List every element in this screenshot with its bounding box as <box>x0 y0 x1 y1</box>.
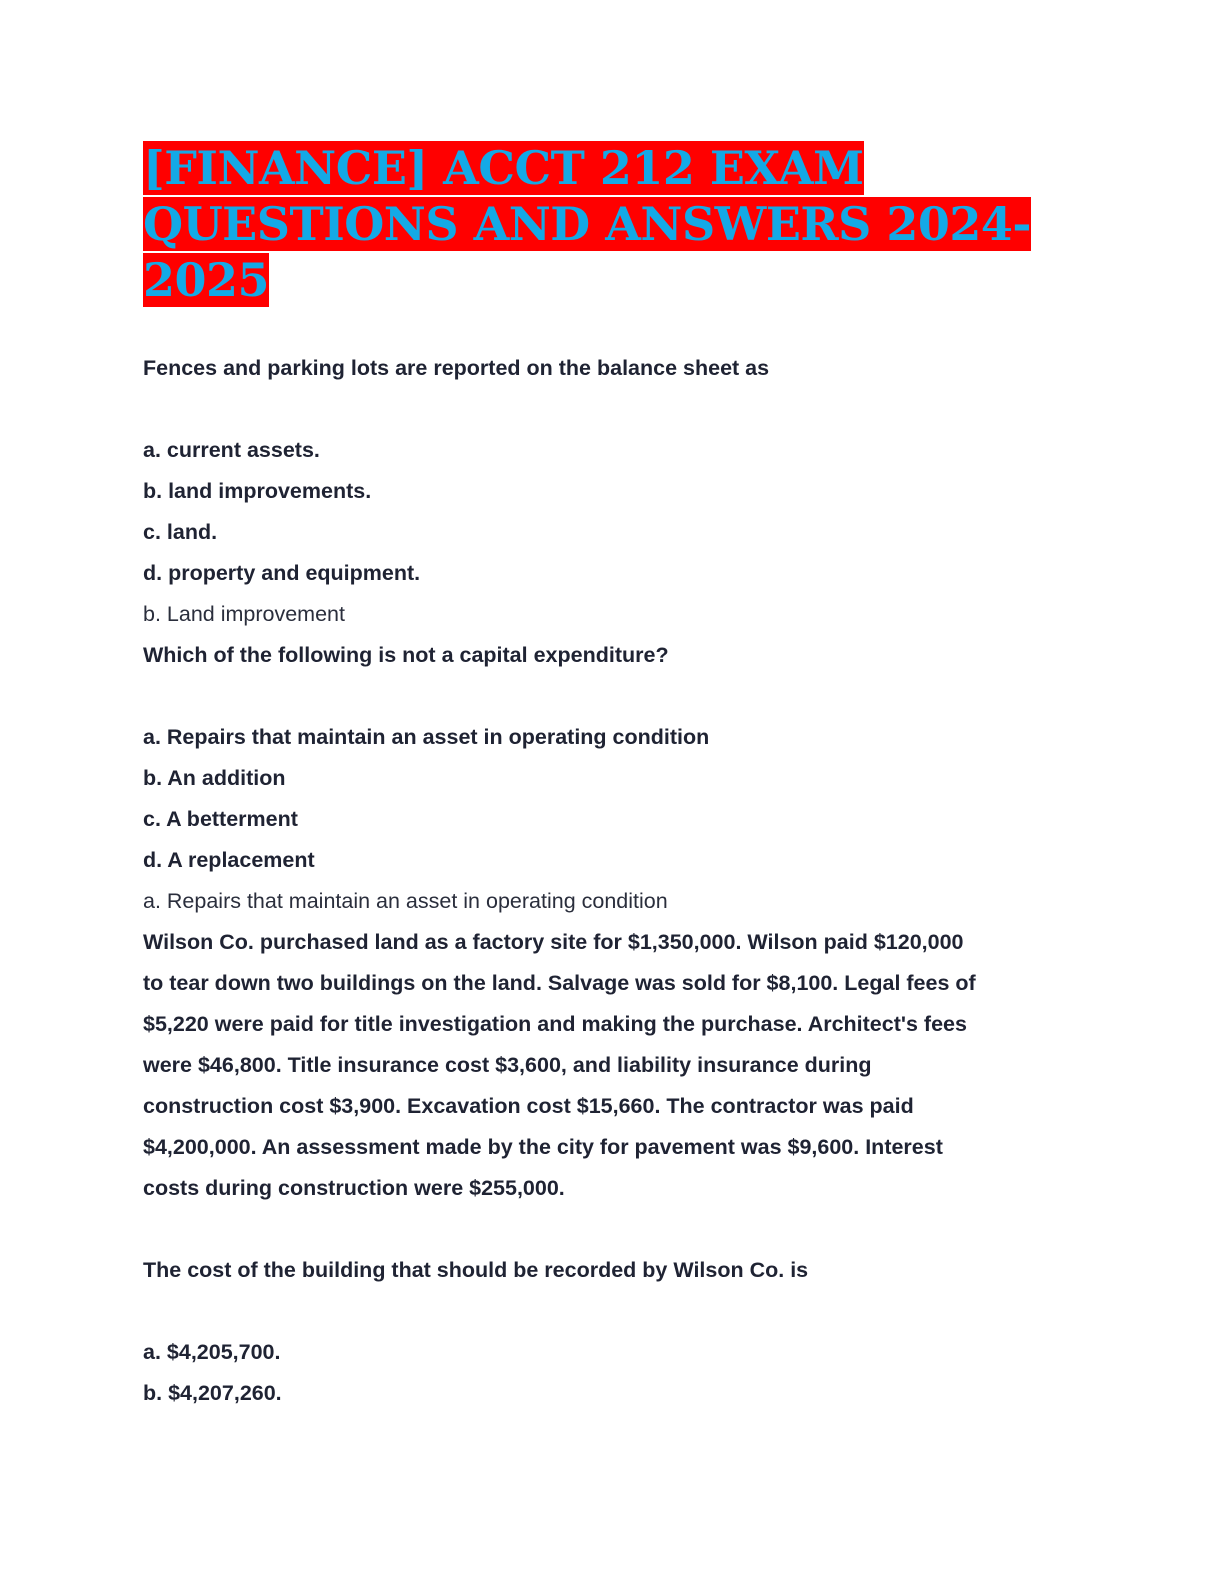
title-line-1: [FINANCE] ACCT 212 EXAM <box>143 141 864 195</box>
question-1-option-b: b. land improvements. <box>143 479 372 503</box>
title-line-2: QUESTIONS AND ANSWERS 2024- <box>143 197 1031 251</box>
question-2-answer: a. Repairs that maintain an asset in operating condition <box>143 889 668 913</box>
document-title <box>143 140 1043 308</box>
title-line-3: 2025 <box>143 253 270 307</box>
question-1-stem: Fences and parking lots are reported on the balance sheet as <box>143 356 770 380</box>
document-page <box>143 140 1083 1414</box>
question-2-option-c: c. A betterment <box>143 807 298 831</box>
question-2-option-d: d. A replacement <box>143 848 315 872</box>
question-2-stem: Which of the following is not a capital expenditure? <box>143 643 669 667</box>
question-3-stem-line: construction cost $3,900. Excavation cost $15,660. The contractor was paid <box>143 1094 914 1118</box>
spacer <box>143 389 1083 430</box>
question-3-stem-line: $4,200,000. An assessment made by the city for pavement was $9,600. Interest <box>143 1135 943 1159</box>
question-3-stem <box>143 922 1083 1209</box>
spacer <box>143 676 1083 717</box>
question-1-option-c: c. land. <box>143 520 218 544</box>
question-3-question: The cost of the building that should be recorded by Wilson Co. is <box>143 1258 809 1282</box>
question-2-option-a: a. Repairs that maintain an asset in operating condition <box>143 725 710 749</box>
question-3-stem-line: $5,220 were paid for title investigation and making the purchase. Architect's fees <box>143 1012 967 1036</box>
question-1-answer: b. Land improvement <box>143 602 345 626</box>
question-3-stem-line: Wilson Co. purchased land as a factory site for $1,350,000. Wilson paid $120,000 <box>143 930 964 954</box>
question-2-option-b: b. An addition <box>143 766 286 790</box>
spacer <box>143 1209 1083 1250</box>
question-3-option-a: a. $4,205,700. <box>143 1340 281 1364</box>
question-1-option-d: d. property and equipment. <box>143 561 421 585</box>
question-1-option-a: a. current assets. <box>143 438 320 462</box>
question-3-option-b: b. $4,207,260. <box>143 1381 282 1405</box>
question-3-stem-line: costs during construction were $255,000. <box>143 1176 565 1200</box>
question-3-stem-line: were $46,800. Title insurance cost $3,600, and liability insurance during <box>143 1053 872 1077</box>
spacer <box>143 1291 1083 1332</box>
document-body <box>143 348 1083 1414</box>
question-3-stem-line: to tear down two buildings on the land. Salvage was sold for $8,100. Legal fees of <box>143 971 976 995</box>
